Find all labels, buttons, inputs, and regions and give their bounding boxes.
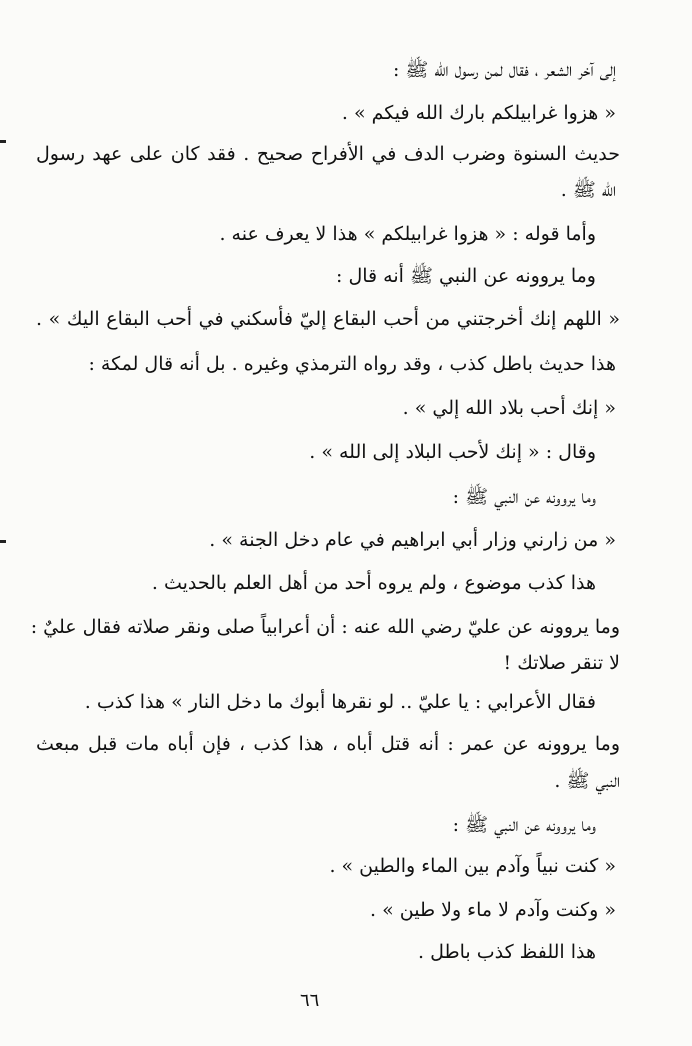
text-line: وما يروونه عن النبي ﷺ أنه قال : xyxy=(336,265,596,287)
text-line: حديث السنوة وضرب الدف في الأفراح صحيح . فقد كان على عهد رسول xyxy=(36,143,620,165)
text-line: « كنت نبياً وآدم بين الماء والطين » . xyxy=(329,855,616,877)
text-line: وما يروونه عن عمر : أنه قتل أباه ، هذا كذب ، فإن أباه مات قبل مبعث xyxy=(36,733,620,755)
text-line: الله ﷺ . xyxy=(560,179,616,201)
text-line: « وكنت وآدم لا ماء ولا طين » . xyxy=(370,899,616,921)
text-line: فقال الأعرابي : يا عليّ .. لو نقرها أبوك ما دخل النار » هذا كذب . xyxy=(84,691,596,713)
text-line: « اللهم إنك أخرجتني من أحب البقاع إليّ فأسكني في أحب البقاع اليك » . xyxy=(36,308,620,330)
text-line: هذا اللفظ كذب باطل . xyxy=(418,941,596,963)
text-line: وأما قوله : « هزوا غرابيلكم » هذا لا يعرف عنه . xyxy=(219,223,596,245)
text-line: « من زارني وزار أبي ابراهيم في عام دخل الجنة » . xyxy=(209,529,616,551)
text-line: وقال : « إنك لأحب البلاد إلى الله » . xyxy=(309,441,596,463)
margin-mark xyxy=(0,540,6,543)
text-line: وما يروونه عن النبي ﷺ : xyxy=(452,486,596,508)
text-line: النبي ﷺ . xyxy=(554,770,620,792)
margin-mark xyxy=(0,140,6,143)
page-number: ٦٦ xyxy=(300,990,320,1011)
text-line: هذا حديث باطل كذب ، وقد رواه الترمذي وغيره . بل أنه قال لمكة : xyxy=(88,353,616,375)
text-line: هذا كذب موضوع ، ولم يروه أحد من أهل العلم بالحديث . xyxy=(151,572,596,594)
text-line: إلى آخر الشعر ، فقال لمن رسول الله ﷺ : xyxy=(392,59,616,81)
text-line: وما يروونه عن النبي ﷺ : xyxy=(452,814,596,836)
text-line: لا تنقر صلاتك ! xyxy=(503,652,620,674)
text-line: وما يروونه عن عليّ رضي الله عنه : أن أعرابياً صلى ونقر صلاته فقال عليٌ : xyxy=(30,616,620,638)
text-line: « إنك أحب بلاد الله إلي » . xyxy=(402,397,616,419)
text-line: « هزوا غرابيلكم بارك الله فيكم » . xyxy=(341,102,616,124)
